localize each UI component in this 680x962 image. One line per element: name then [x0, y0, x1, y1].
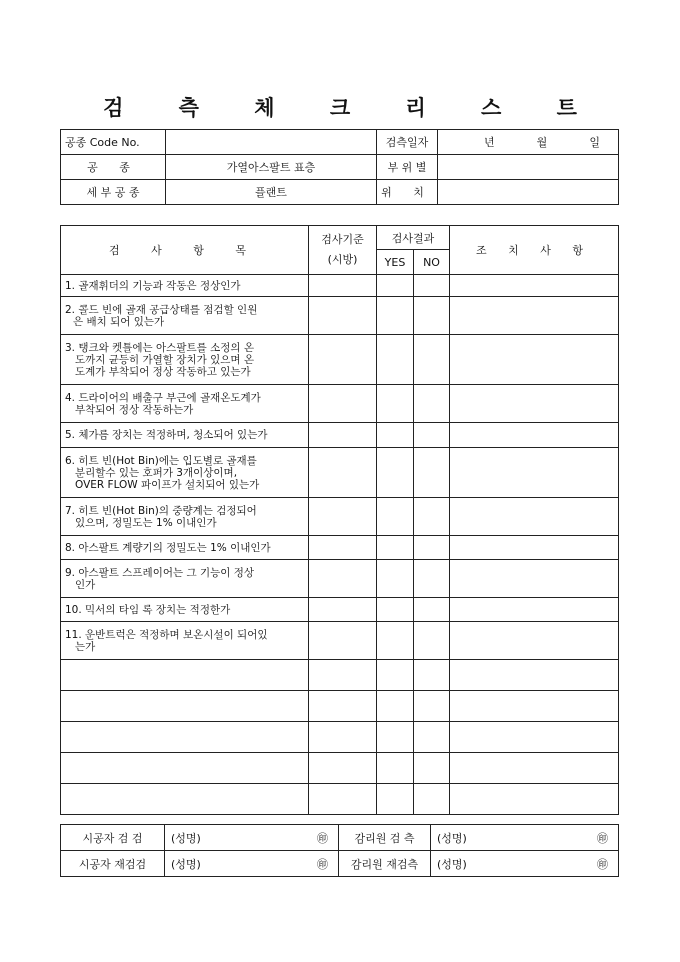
- action-cell[interactable]: [450, 423, 619, 448]
- supervisor-reinspect-label: 감리원 재검측: [339, 851, 431, 877]
- criteria-cell[interactable]: [309, 722, 377, 753]
- criteria-cell[interactable]: [309, 385, 377, 423]
- yes-cell[interactable]: [377, 691, 414, 722]
- yes-cell[interactable]: [377, 753, 414, 784]
- yes-cell[interactable]: [377, 598, 414, 622]
- contractor-name-field[interactable]: (성명): [165, 825, 277, 851]
- table-row: [61, 536, 619, 560]
- check-item-11: 11. 운반트럭은 적정하며 보온시설이 되어있 는가: [61, 622, 309, 660]
- supervisor-re-name-field[interactable]: (성명): [431, 851, 537, 877]
- check-item-4: 4. 드라이어의 배출구 부근에 골재온도계가 부착되어 정상 작동하는가: [61, 385, 309, 423]
- action-cell[interactable]: [450, 598, 619, 622]
- no-cell[interactable]: [414, 691, 450, 722]
- table-row: [61, 297, 619, 335]
- empty-row: [61, 753, 619, 784]
- contractor-re-name-field[interactable]: (성명): [165, 851, 277, 877]
- location-label: 위 치: [377, 180, 438, 205]
- contractor-reinspect-label: 시공자 재검검: [61, 851, 165, 877]
- criteria-cell[interactable]: [309, 560, 377, 598]
- seal-mark: ㊞: [537, 825, 619, 851]
- col-criteria-header: [309, 226, 377, 275]
- date-label: 검측일자: [377, 130, 438, 155]
- yes-cell[interactable]: [377, 297, 414, 335]
- action-cell[interactable]: [450, 385, 619, 423]
- criteria-cell[interactable]: [309, 448, 377, 498]
- item-cell[interactable]: [61, 691, 309, 722]
- criteria-cell[interactable]: [309, 660, 377, 691]
- empty-row: [61, 691, 619, 722]
- action-cell[interactable]: [450, 335, 619, 385]
- supervisor-name-field[interactable]: (성명): [431, 825, 537, 851]
- empty-row: [61, 722, 619, 753]
- supervisor-inspect-label: 감리원 검 측: [339, 825, 431, 851]
- no-cell[interactable]: [414, 536, 450, 560]
- action-cell[interactable]: [450, 691, 619, 722]
- code-label: 공종 Code No.: [61, 130, 166, 155]
- criteria-cell[interactable]: [309, 784, 377, 815]
- seal-mark: ㊞: [277, 851, 339, 877]
- info-row-work: [61, 155, 619, 180]
- info-row-detail: [61, 180, 619, 205]
- action-cell[interactable]: [450, 722, 619, 753]
- yes-cell[interactable]: [377, 335, 414, 385]
- signature-row-2: [61, 851, 619, 877]
- table-row: [61, 598, 619, 622]
- seal-mark: ㊞: [537, 851, 619, 877]
- criteria-label: 검사기준: [321, 233, 364, 246]
- criteria-cell[interactable]: [309, 753, 377, 784]
- yes-cell[interactable]: [377, 385, 414, 423]
- action-cell[interactable]: [450, 275, 619, 297]
- yes-cell[interactable]: [377, 560, 414, 598]
- no-cell[interactable]: [414, 385, 450, 423]
- yes-cell[interactable]: [377, 784, 414, 815]
- criteria-cell[interactable]: [309, 423, 377, 448]
- no-cell[interactable]: [414, 275, 450, 297]
- no-cell[interactable]: [414, 784, 450, 815]
- action-cell[interactable]: [450, 753, 619, 784]
- table-row: [61, 423, 619, 448]
- table-row: [61, 498, 619, 536]
- criteria-cell[interactable]: [309, 622, 377, 660]
- check-item-9: 9. 아스팔트 스프레이어는 그 기능이 정상 인가: [61, 560, 309, 598]
- criteria-cell[interactable]: [309, 498, 377, 536]
- checklist-header-row: [61, 226, 619, 250]
- table-row: [61, 448, 619, 498]
- table-row: [61, 622, 619, 660]
- check-item-8: 8. 아스팔트 계량기의 정밀도는 1% 이내인가: [61, 536, 309, 560]
- item-cell[interactable]: [61, 753, 309, 784]
- table-row: [61, 385, 619, 423]
- table-row: [61, 335, 619, 385]
- part-label: 부 위 별: [377, 155, 438, 180]
- no-cell[interactable]: [414, 753, 450, 784]
- seal-mark: ㊞: [277, 825, 339, 851]
- check-item-7: 7. 히트 빈(Hot Bin)의 중량계는 검정되어 있으며, 정밀도는 1% 이내인가: [61, 498, 309, 536]
- no-cell[interactable]: [414, 560, 450, 598]
- action-cell[interactable]: [450, 448, 619, 498]
- no-cell[interactable]: [414, 660, 450, 691]
- detail-value[interactable]: 플랜트: [166, 180, 377, 205]
- info-table: [60, 129, 619, 205]
- no-cell[interactable]: [414, 598, 450, 622]
- criteria-cell[interactable]: [309, 297, 377, 335]
- col-result-header: 검사결과: [377, 226, 450, 250]
- check-item-2: 2. 콜드 빈에 골재 공급상태를 점검할 인원 은 배치 되어 있는가: [61, 297, 309, 335]
- yes-cell[interactable]: [377, 498, 414, 536]
- year-label: 년: [484, 136, 495, 149]
- signature-row-1: [61, 825, 619, 851]
- item-cell[interactable]: [61, 784, 309, 815]
- yes-cell[interactable]: [377, 536, 414, 560]
- action-cell[interactable]: [450, 297, 619, 335]
- no-cell[interactable]: [414, 335, 450, 385]
- check-item-6: 6. 히트 빈(Hot Bin)에는 입도별로 골재를 분리할수 있는 호퍼가 3개이상이며, OVER FLOW 파이프가 설치되어 있는가: [61, 448, 309, 498]
- yes-cell[interactable]: [377, 423, 414, 448]
- check-item-3: 3. 탱크와 켓틀에는 아스팔트를 소정의 온 도까지 균등히 가열할 장치가 있으며 온 도계가 부착되어 정상 작동하고 있는가: [61, 335, 309, 385]
- check-item-10: 10. 믹서의 타임 록 장치는 적정한가: [61, 598, 309, 622]
- empty-row: [61, 660, 619, 691]
- code-field[interactable]: [166, 130, 377, 155]
- criteria-cell[interactable]: [309, 536, 377, 560]
- criteria-cell[interactable]: [309, 691, 377, 722]
- table-row: [61, 560, 619, 598]
- empty-row: [61, 784, 619, 815]
- yes-cell[interactable]: [377, 622, 414, 660]
- yes-cell[interactable]: [377, 722, 414, 753]
- work-value[interactable]: 가열아스팔트 표층: [166, 155, 377, 180]
- no-cell[interactable]: [414, 622, 450, 660]
- no-cell[interactable]: [414, 297, 450, 335]
- yes-cell[interactable]: [377, 275, 414, 297]
- part-field[interactable]: [438, 155, 619, 180]
- col-yes-header: YES: [377, 250, 414, 275]
- action-cell[interactable]: [450, 536, 619, 560]
- detail-label: 세 부 공 종: [61, 180, 166, 205]
- criteria-cell[interactable]: [309, 335, 377, 385]
- action-cell[interactable]: [450, 660, 619, 691]
- criteria-sub-label: (시방): [327, 253, 358, 266]
- action-cell[interactable]: [450, 622, 619, 660]
- location-field[interactable]: [438, 180, 619, 205]
- action-cell[interactable]: [450, 560, 619, 598]
- contractor-inspect-label: 시공자 검 검: [61, 825, 165, 851]
- col-items-header: 검 사 항 목: [61, 226, 309, 275]
- table-row: [61, 275, 619, 297]
- work-label: 공 종: [61, 155, 166, 180]
- no-cell[interactable]: [414, 423, 450, 448]
- info-row-code: [61, 130, 619, 155]
- col-no-header: NO: [414, 250, 450, 275]
- criteria-cell[interactable]: [309, 598, 377, 622]
- action-cell[interactable]: [450, 498, 619, 536]
- checklist-table: [60, 225, 619, 815]
- yes-cell[interactable]: [377, 448, 414, 498]
- yes-cell[interactable]: [377, 660, 414, 691]
- date-field[interactable]: [438, 130, 619, 155]
- action-cell[interactable]: [450, 784, 619, 815]
- month-label: 월: [536, 136, 548, 149]
- check-item-1: 1. 골재휘더의 기능과 작동은 정상인가: [61, 275, 309, 297]
- page-title: 검 측 체 크 리 스 트: [103, 95, 601, 120]
- signature-table: [60, 824, 619, 877]
- no-cell[interactable]: [414, 448, 450, 498]
- no-cell[interactable]: [414, 722, 450, 753]
- day-label: 일: [589, 136, 600, 149]
- col-action-header: 조 치 사 항: [450, 226, 619, 275]
- item-cell[interactable]: [61, 660, 309, 691]
- check-item-5: 5. 체가름 장치는 적정하며, 청소되어 있는가: [61, 423, 309, 448]
- no-cell[interactable]: [414, 498, 450, 536]
- criteria-cell[interactable]: [309, 275, 377, 297]
- item-cell[interactable]: [61, 722, 309, 753]
